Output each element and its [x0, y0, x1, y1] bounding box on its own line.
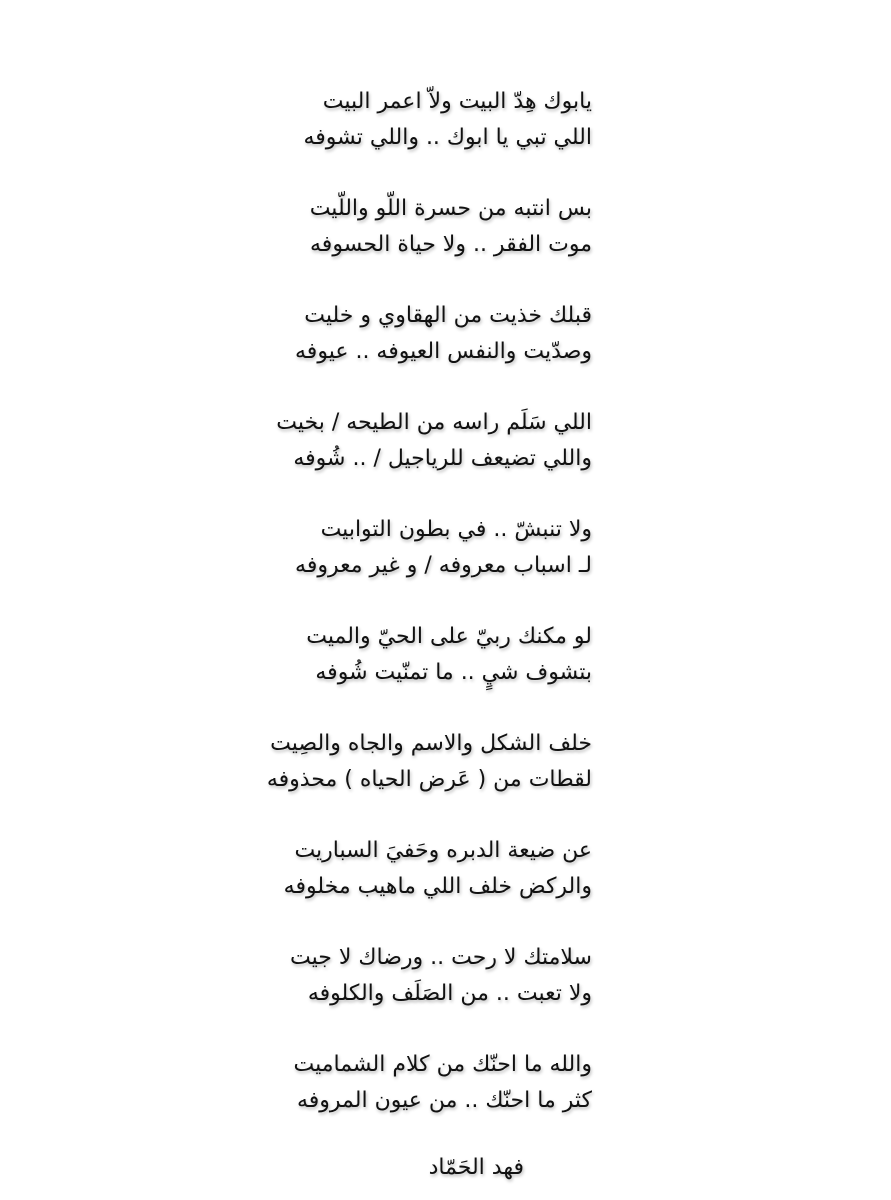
verse-line: كثر ما احنّك .. من عيون المروفه — [296, 1088, 592, 1113]
verse-line: لقطات من ( عَرض الحياه ) محذوفه — [266, 767, 592, 792]
author-signature — [0, 1150, 891, 1186]
verse-line: عن ضيعة الدبره وحَفيَ السباريت — [294, 838, 592, 863]
stanza — [0, 940, 891, 1047]
verse-line: يابوك هِدّ البيت ولاّ اعمر البيت — [322, 89, 592, 114]
verse-line: لـ اسباب معروفه / و غير معروفه — [295, 553, 592, 578]
verse-line: والركض خلف اللي ماهيب مخلوفه — [283, 874, 592, 899]
verse-line: واللي تضيعف للرياجيل / .. شُوفه — [293, 446, 592, 471]
verse-line: خلف الشكل والاسم والجاه والصِيت — [270, 731, 592, 756]
stanza — [0, 298, 891, 405]
stanza — [0, 619, 891, 726]
verse-line: اللي سَلَم راسه من الطيحه / بخيت — [276, 410, 592, 435]
verse-line: وصدّيت والنفس العيوفه .. عيوفه — [295, 339, 592, 364]
verse-line: لو مكنك ربيّ على الحيّ والميت — [306, 624, 592, 649]
poem — [0, 84, 891, 1154]
stanza — [0, 726, 891, 833]
author-name: فهد الحَمّاد — [428, 1155, 524, 1180]
stanza — [0, 1047, 891, 1154]
verse-line: بتشوف شيٍ .. ما تمنّيت شُوفه — [315, 660, 592, 685]
verse-line: سلامتك لا رحت .. ورضاك لا جيت — [290, 945, 592, 970]
stanza — [0, 833, 891, 940]
verse-line: بس انتبه من حسرة اللّو واللّيت — [309, 196, 592, 221]
stanza — [0, 84, 891, 191]
verse-line: اللي تبي يا ابوك .. واللي تشوفه — [303, 125, 592, 150]
verse-line: والله ما احنّك من كلام الشماميت — [293, 1052, 592, 1077]
stanza — [0, 512, 891, 619]
verse-line: قبلك خذيت من الهقاوي و خليت — [304, 303, 592, 328]
verse-line: ولا تعبت .. من الصَلَف والكلوفه — [307, 981, 592, 1006]
verse-line: موت الفقر .. ولا حياة الحسوفه — [310, 232, 592, 257]
stanza — [0, 405, 891, 512]
stanza — [0, 191, 891, 298]
verse-line: ولا تنبشّ .. في بطون التوابيت — [320, 517, 592, 542]
